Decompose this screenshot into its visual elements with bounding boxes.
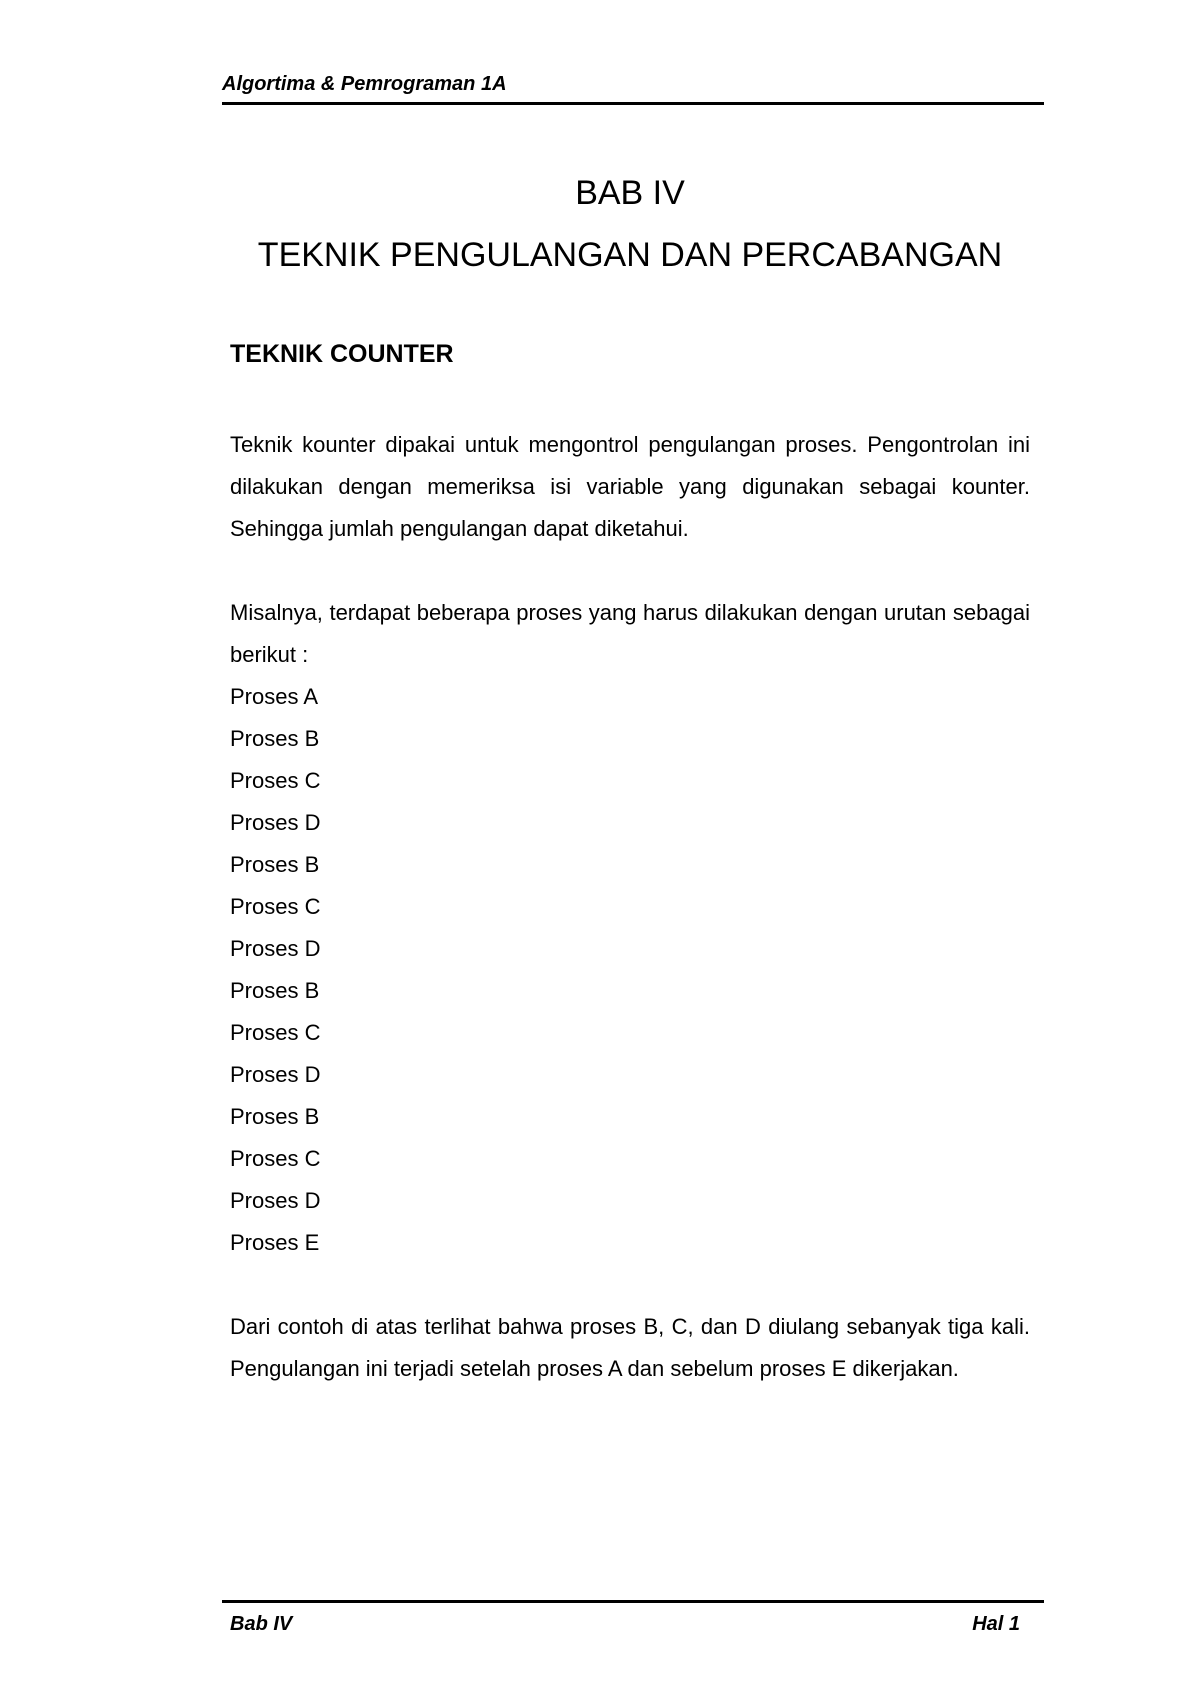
paragraph-example: Misalnya, terdapat beberapa proses yang harus dilakukan dengan urutan sebagai berikut : (230, 600, 1030, 667)
list-item: Proses B (230, 1104, 320, 1129)
paragraph-intro: Teknik kounter dipakai untuk mengontrol pengulangan proses. Pengontrolan ini dilakukan dengan memeriksa isi variable yang digunakan sebagai kounter. Sehingga jumlah pengulangan dapat diketahui. (230, 432, 1030, 541)
process-list (230, 676, 320, 1264)
section-heading: TEKNIK COUNTER (230, 340, 454, 368)
list-item: Proses D (230, 936, 321, 961)
list-item: Proses C (230, 1020, 321, 1045)
page-footer (222, 1600, 1044, 1643)
list-item: Proses C (230, 894, 321, 919)
list-item: Proses E (230, 1230, 320, 1255)
page-header (222, 70, 1044, 105)
footer-page-number: Hal 1 (972, 1613, 1020, 1635)
list-item: Proses B (230, 978, 320, 1003)
list-item: Proses B (230, 852, 320, 877)
footer-chapter: Bab IV (230, 1613, 293, 1635)
list-item: Proses A (230, 684, 319, 709)
list-item: Proses B (230, 726, 320, 751)
chapter-number: BAB IV (575, 174, 685, 212)
chapter-title: TEKNIK PENGULANGAN DAN PERCABANGAN (257, 236, 1003, 274)
list-item: Proses D (230, 1188, 321, 1213)
list-item: Proses C (230, 1146, 321, 1171)
paragraph-conclusion: Dari contoh di atas terlihat bahwa proses B, C, dan D diulang sebanyak tiga kali. Pengulangan ini terjadi setelah proses A dan sebelum proses E dikerjakan. (230, 1314, 1030, 1381)
list-item: Proses D (230, 1062, 321, 1087)
list-item: Proses C (230, 768, 321, 793)
list-item: Proses D (230, 810, 321, 835)
header-title: Algortima & Pemrograman 1A (222, 73, 507, 95)
